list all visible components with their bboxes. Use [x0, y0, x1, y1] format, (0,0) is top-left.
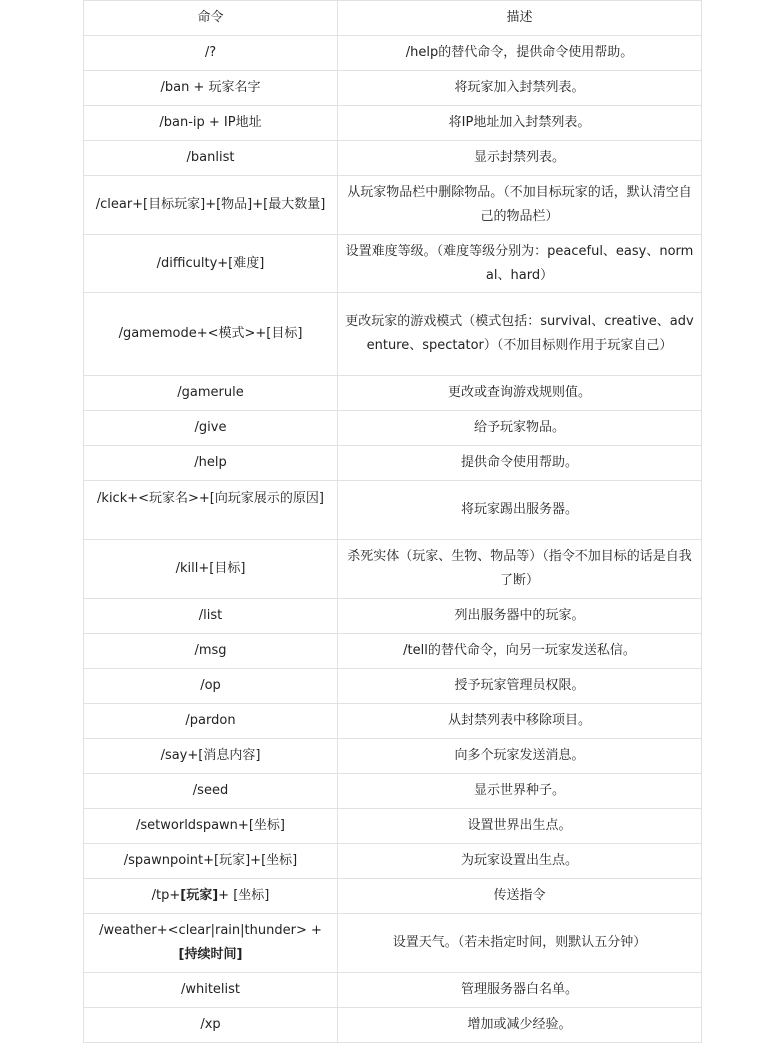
- command-cell: /kill+[目标]: [84, 540, 338, 599]
- description-cell: 杀死实体（玩家、生物、物品等）（指令不加目标的话是自我了断）: [338, 540, 702, 599]
- description-cell: 从玩家物品栏中删除物品。（不加目标玩家的话，默认清空自己的物品栏）: [338, 176, 702, 235]
- table-row: [84, 235, 702, 293]
- command-cell: /ban-ip + IP地址: [84, 106, 338, 141]
- command-cell: /help: [84, 446, 338, 481]
- description-cell: 显示封禁列表。: [338, 141, 702, 176]
- command-cell: /xp: [84, 1008, 338, 1043]
- command-cell: [84, 914, 338, 973]
- description-cell: 授予玩家管理员权限。: [338, 669, 702, 704]
- table-row: [84, 106, 702, 141]
- command-part: /tp+: [151, 888, 181, 903]
- description-cell: 传送指令: [338, 879, 702, 914]
- description-cell: /tell的替代命令，向另一玩家发送私信。: [338, 634, 702, 669]
- table-row: [84, 669, 702, 704]
- table-row: [84, 1008, 702, 1043]
- table-row: [84, 774, 702, 809]
- command-cell: /whitelist: [84, 973, 338, 1008]
- table-header-row: [84, 1, 702, 36]
- table-row: [84, 973, 702, 1008]
- table-row: [84, 540, 702, 599]
- command-cell: /ban + 玩家名字: [84, 71, 338, 106]
- table-row: [84, 634, 702, 669]
- table-row: [84, 704, 702, 739]
- table-row: [84, 36, 702, 71]
- command-cell: /banlist: [84, 141, 338, 176]
- table-row: [84, 293, 702, 376]
- description-cell: 从封禁列表中移除项目。: [338, 704, 702, 739]
- command-cell: [84, 879, 338, 914]
- description-cell: 为玩家设置出生点。: [338, 844, 702, 879]
- command-cell: /msg: [84, 634, 338, 669]
- command-param-bold: [玩家]: [180, 888, 219, 903]
- header-description: 描述: [338, 1, 702, 36]
- description-cell: 将玩家加入封禁列表。: [338, 71, 702, 106]
- command-table: [83, 0, 702, 1043]
- command-cell: /say+[消息内容]: [84, 739, 338, 774]
- table-row: [84, 141, 702, 176]
- description-cell: 列出服务器中的玩家。: [338, 599, 702, 634]
- command-cell: /setworldspawn+[坐标]: [84, 809, 338, 844]
- table-row: [84, 739, 702, 774]
- description-cell: /help的替代命令，提供命令使用帮助。: [338, 36, 702, 71]
- description-cell: 给予玩家物品。: [338, 411, 702, 446]
- table-row: [84, 914, 702, 973]
- command-cell: /clear+[目标玩家]+[物品]+[最大数量]: [84, 176, 338, 235]
- command-part: + [坐标]: [218, 888, 270, 903]
- command-cell: /op: [84, 669, 338, 704]
- command-cell: /list: [84, 599, 338, 634]
- table-row: [84, 376, 702, 411]
- table-row: [84, 481, 702, 540]
- description-cell: 显示世界种子。: [338, 774, 702, 809]
- table-row: [84, 844, 702, 879]
- table-row: [84, 879, 702, 914]
- command-cell: /gamerule: [84, 376, 338, 411]
- description-cell: 更改玩家的游戏模式（模式包括：survival、creative、adventure、spectator）（不加目标则作用于玩家自己）: [338, 293, 702, 376]
- command-cell: /difficulty+[难度]: [84, 235, 338, 293]
- command-cell: /?: [84, 36, 338, 71]
- command-param-bold: [持续时间]: [178, 947, 243, 962]
- description-cell: 将玩家踢出服务器。: [338, 481, 702, 540]
- table-row: [84, 446, 702, 481]
- description-cell: 设置天气。（若未指定时间，则默认五分钟）: [338, 914, 702, 973]
- description-cell: 设置世界出生点。: [338, 809, 702, 844]
- table-row: [84, 71, 702, 106]
- command-cell: /kick+<玩家名>+[向玩家展示的原因]: [84, 481, 338, 540]
- description-cell: 将IP地址加入封禁列表。: [338, 106, 702, 141]
- command-cell: /gamemode+<模式>+[目标]: [84, 293, 338, 376]
- header-command: 命令: [84, 1, 338, 36]
- description-cell: 设置难度等级。（难度等级分别为：peaceful、easy、normal、hard）: [338, 235, 702, 293]
- table-row: [84, 411, 702, 446]
- command-cell: /give: [84, 411, 338, 446]
- table-row: [84, 599, 702, 634]
- description-cell: 提供命令使用帮助。: [338, 446, 702, 481]
- description-cell: 向多个玩家发送消息。: [338, 739, 702, 774]
- table-row: [84, 809, 702, 844]
- command-cell: /seed: [84, 774, 338, 809]
- command-part: /weather+<clear|rain|thunder> +: [99, 923, 322, 938]
- description-cell: 管理服务器白名单。: [338, 973, 702, 1008]
- command-cell: /spawnpoint+[玩家]+[坐标]: [84, 844, 338, 879]
- description-cell: 增加或减少经验。: [338, 1008, 702, 1043]
- table-row: [84, 176, 702, 235]
- description-cell: 更改或查询游戏规则值。: [338, 376, 702, 411]
- command-cell: /pardon: [84, 704, 338, 739]
